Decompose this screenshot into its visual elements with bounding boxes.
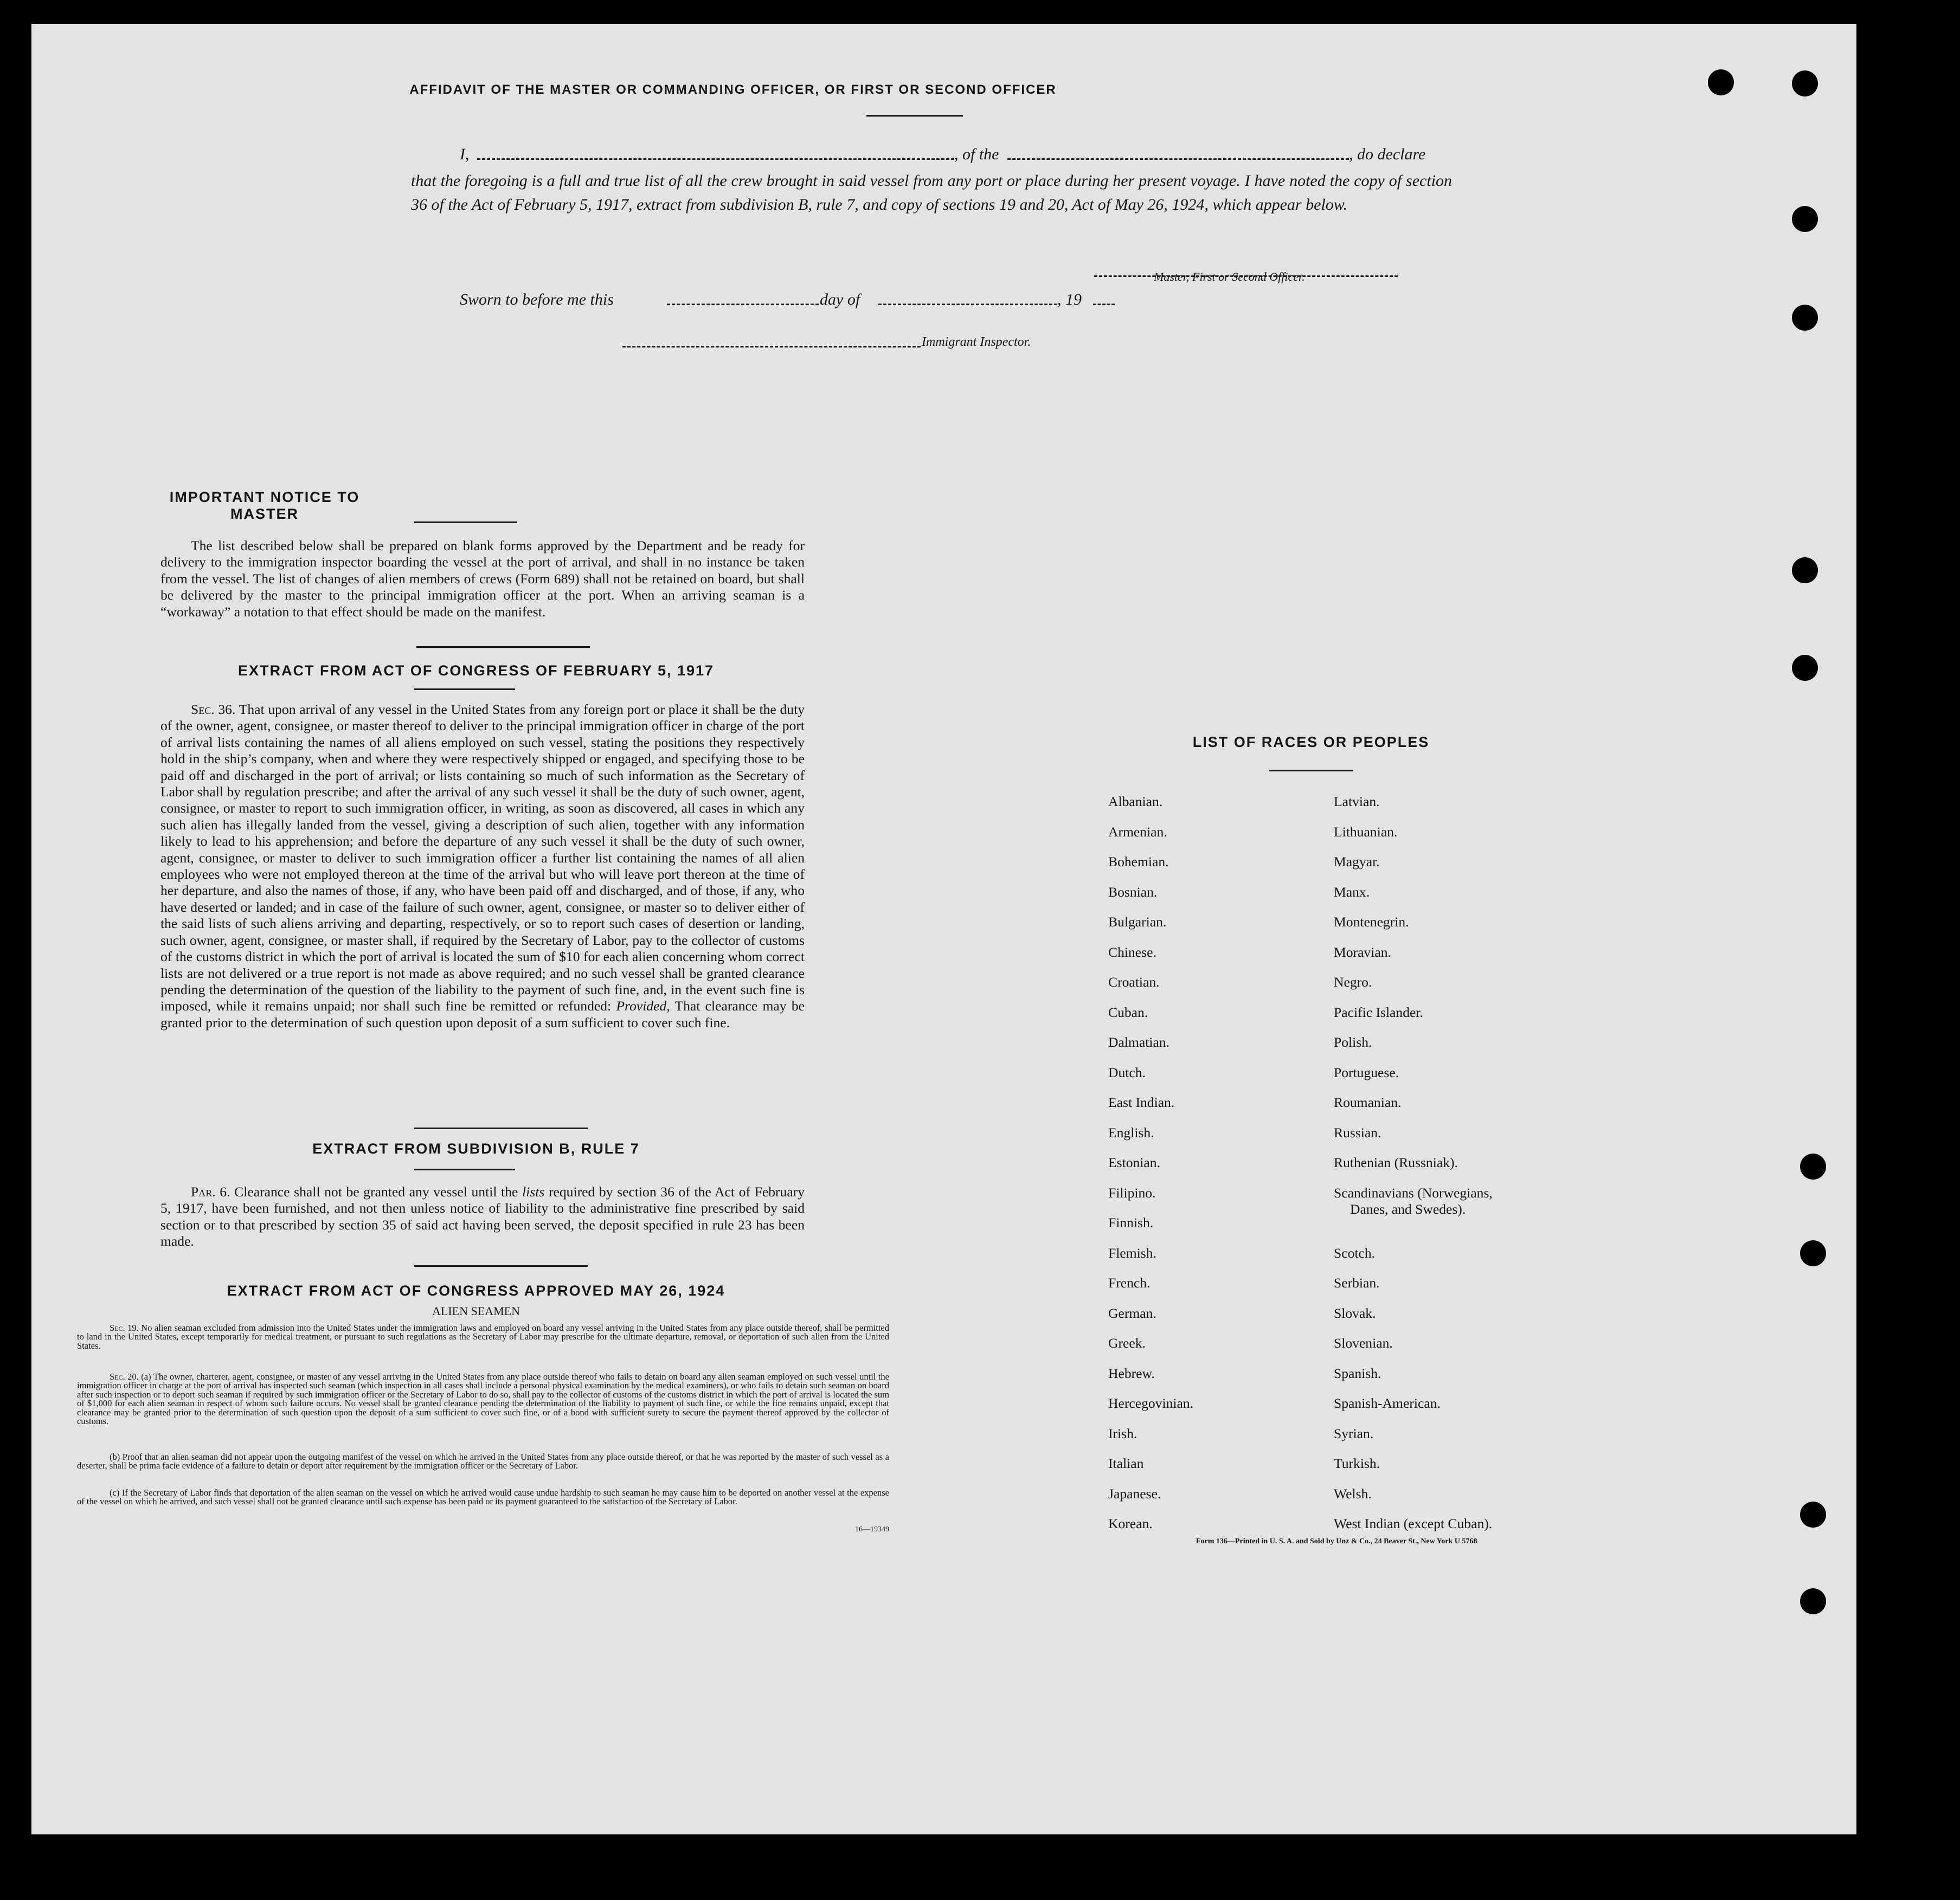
race-item: Danes, and Swedes). [1350,1201,1466,1217]
race-item: Estonian. [1108,1155,1160,1170]
race-item: West Indian (except Cuban). [1334,1516,1493,1531]
race-item: Syrian. [1334,1425,1374,1441]
extract-1917-end-divider [414,1128,588,1129]
notice-end-divider [416,646,590,648]
race-item: Chinese. [1108,944,1156,960]
par-6-label: Par. 6. [191,1184,230,1200]
race-item: Bohemian. [1108,854,1169,870]
provided-label: Provided, [616,998,670,1014]
punch-hole [1800,1240,1826,1266]
year-label: , 19 [1057,291,1082,308]
name-blank[interactable] [477,146,954,160]
races-divider [1269,770,1353,771]
rule7-text-b: required by section 36 of the Act of February 5, 1917, have been furnished, and not then unless notice of liability to the administrative fine prescribed by said section or to that prescribed by section 35 of said act having been served, the deposit specified in rule 23 has been made. [160,1184,805,1250]
race-item: Italian [1108,1455,1144,1471]
punch-hole [1792,305,1818,331]
race-item: Dutch. [1108,1064,1146,1080]
sec-36-text: That upon arrival of any vessel in the United States from any foreign port or place it shall be the duty of the owner, agent, consignee, or master thereof to deliver to the principal immigration officer in charge of the port of arrival lists containing the names of all aliens employed on such vessel, stating the positions they respectively hold in the ship’s company, when and where they were respectively shipped or engaged, and specifying those to be paid off and discharged in the port of arrival; or lists containing so much of such information as the Secretary of Labor shall by regulation prescribe; and after the arrival of any such vessel it shall be the duty of such owner, agent, consignee, or master to report to such immigration officer, in writing, as soon as discovered, all cases in which any such alien has illegally landed from the vessel, giving a description of such alien, together with any information likely to lead to his apprehension; and before the departure of any such vessel it shall be the duty of such owner, agent, consignee, or master to deliver to such immigration officer a further list containing the names of all alien employees who were not employed thereon at the time of the arrival but who will leave port thereon at the time of her departure, and also the names of those, if any, who have been paid off and discharged, and of those, if any, who have deserted or landed; and in case of the failure of such owner, agent, consignee, or master so to deliver either of the said lists of such aliens arriving and departing, respectively, or so to report such cases of desertion or landing, such owner, agent, consignee, or master shall, if required by the Secretary of Labor, pay to the collector of customs of the customs district in which the port of arrival is located the sum of $10 for each alien concerning whom correct lists are not delivered or a true report is not made as above required; and no such vessel shall be granted clearance pending the determination of the question of the liability to the payment of such fine, and, in the event such fine is imposed, while it remains unpaid; nor shall such fine be remitted or refunded: [160,701,805,1014]
form-page [31,24,1856,1834]
rule7-title: EXTRACT FROM SUBDIVISION B, RULE 7 [312,1141,640,1157]
race-item: Russian. [1334,1124,1381,1141]
race-item: Slovenian. [1334,1335,1393,1351]
race-item: Negro. [1334,974,1372,990]
race-item: Serbian. [1334,1275,1380,1291]
sec-20a-text: (a) The owner, charterer, agent, consignee, or master of any vessel arriving in the United States from any place outside thereof who fails to detain on board any alien seaman employed on such vessel until the immigration officer in charge at the port of arrival has inspected such seaman (which inspection in all cases shall include a personal physical examination by the medical examiners), or who fails to detain such seaman on board after such inspection or to deport such seaman if required by such immigration officer or the Secretary of Labor to do so, shall pay to the collector of customs of the customs district in which the port of arrival is located the sum of $1,000 for each alien seaman in respect of whom such failure occurs. No vessel shall be granted clearance pending the determination of the liability to payment of such fine, or while the fine remains unpaid, except that clearance may be granted prior to the determination of such question upon the deposit of a sum sufficient to cover such fine, or of a bond with sufficient surety to secure the payment thereof approved by the collector of customs. [77,1371,890,1427]
form-code: 16—19349 [855,1525,889,1534]
notice-divider [414,521,517,523]
signature-label: Master, First or Second Officer. [1154,270,1305,284]
sec-20a-body [77,1373,889,1426]
race-item: Irish. [1108,1425,1138,1441]
affidavit-body: that the foregoing is a full and true list of all the crew brought in said vessel from any port or place during her present voyage. I have noted the copy of section 36 of the Act of February 5, 1917, extract from subdivision B, rule 7, and copy of sections 19 and 20, Act of May 26, 1924, which appear below. [411,172,1452,214]
sec-19-body [77,1324,889,1350]
race-item: Latvian. [1334,794,1380,809]
sec-20b-text: (b) Proof that an alien seaman did not appear upon the outgoing manifest of the vessel on which he arrived in the United States from any place outside thereof, or that he was reported by the master of such vessel as a deserter, shall be prima facie evidence of a failure to detain or deport after requirement by the immigration officer or the Secretary of Labor. [77,1452,889,1471]
affidavit-i-label: I, [460,145,470,163]
race-item: Hercegovinian. [1108,1395,1194,1411]
race-item: Scandinavians (Norwegians, [1334,1184,1493,1201]
punch-hole [1792,206,1818,232]
month-blank[interactable] [878,292,1057,305]
affidavit-of-the-label: , of the [954,145,999,163]
affidavit-title: AFFIDAVIT OF THE MASTER OR COMMANDING OFFICER, OR FIRST OR SECOND OFFICER [409,82,1057,97]
race-item: English. [1108,1124,1154,1141]
race-item: Montenegrin. [1334,914,1409,930]
day-blank[interactable] [667,292,819,305]
race-item: Hebrew. [1108,1365,1155,1381]
punch-hole [1792,557,1818,583]
extract-1917-divider [414,688,515,690]
race-item: Croatian. [1108,974,1160,990]
notice-title: IMPORTANT NOTICE TO MASTER [169,489,360,522]
race-item: Turkish. [1334,1455,1380,1471]
race-item: Roumanian. [1334,1094,1402,1110]
race-item: German. [1108,1305,1156,1321]
race-item: Lithuanian. [1334,823,1398,840]
race-item: Ruthenian (Russniak). [1334,1155,1458,1170]
race-item: Bosnian. [1108,884,1158,900]
punch-hole [1792,70,1818,96]
race-item: Pacific Islander. [1334,1004,1423,1020]
punch-hole [1800,1502,1826,1528]
sec-19-text: No alien seaman excluded from admission into the United States under the immigration laws and employed on board any vessel arriving in the United States from any place outside thereof, shall be permitted to land in the United States, except temporarily for medical treatment, or pursuant to such regulations as the Secretary of Labor may prescribe for the ultimate departure, removal, or deportation of such alien from the United States. [77,1323,889,1351]
form-footer: Form 136—Printed in U. S. A. and Sold by Unz & Co., 24 Beaver St., New York U 5768 [1196,1537,1477,1545]
race-item: Greek. [1108,1335,1146,1351]
rule7-divider [414,1169,515,1170]
sworn-label: Sworn to before me this [460,291,614,308]
lists-word: lists [522,1184,545,1200]
race-item: Welsh. [1334,1485,1372,1502]
extract-1917-body [160,701,805,1031]
sec-20-label: Sec. 20. [110,1371,139,1382]
race-item: Spanish-American. [1334,1395,1441,1411]
race-item: Slovak. [1334,1305,1376,1321]
extract-1917-title: EXTRACT FROM ACT OF CONGRESS OF FEBRUARY 5, 1917 [237,662,715,679]
race-item: Bulgarian. [1108,914,1167,930]
race-item: Korean. [1108,1516,1153,1531]
extract-1924-title: EXTRACT FROM ACT OF CONGRESS APPROVED MAY 26, 1924 [227,1283,725,1299]
inspector-blank[interactable] [622,334,921,347]
sec-36-label: Sec. 36. [191,701,236,717]
race-item: Flemish. [1108,1245,1156,1261]
race-item: Filipino. [1108,1184,1156,1201]
punch-hole [1708,69,1734,95]
race-item: Manx. [1334,884,1370,900]
sec-36-text-end: That clearance may be granted prior to the determination of such question upon deposit of a sum sufficient to cover such fine. [160,998,805,1030]
punch-hole [1800,1588,1826,1614]
race-item: Polish. [1334,1034,1372,1050]
races-title: LIST OF RACES OR PEOPLES [1192,734,1430,750]
year-blank[interactable] [1093,292,1115,305]
race-item: Scotch. [1334,1245,1376,1261]
race-item: Dalmatian. [1108,1034,1169,1050]
race-item: Japanese. [1108,1485,1161,1502]
punch-hole [1792,655,1818,681]
day-of-label: day of [820,291,860,308]
race-item: Cuban. [1108,1004,1148,1020]
race-item: Armenian. [1108,823,1167,840]
rule7-text-a: Clearance shall not be granted any vessel until the [234,1184,518,1200]
rule7-end-divider [414,1265,588,1267]
rule7-body [160,1184,805,1250]
vessel-blank[interactable] [1007,146,1349,160]
race-item: Magyar. [1334,854,1380,870]
title-divider [866,115,963,117]
affidavit-declare-label: , do declare [1349,145,1426,163]
race-item: Moravian. [1334,944,1391,960]
race-item: East Indian. [1108,1094,1175,1110]
race-item: French. [1108,1275,1151,1291]
race-item: Albanian. [1108,794,1163,809]
race-item: Spanish. [1334,1365,1381,1381]
race-item: Finnish. [1108,1215,1154,1231]
alien-seamen-subtitle: ALIEN SEAMEN [432,1304,520,1318]
inspector-label: Immigrant Inspector. [922,335,1031,349]
sec-19-label: Sec. 19. [110,1323,139,1333]
notice-text: The list described below shall be prepared on blank forms approved by the Department and be ready for delivery to the immigration inspector boarding the vessel at the port of arrival, and shall in no instance be taken from the vessel. The list of changes of alien members of crews (Form 689) shall not be retained on board, but shall be delivered by the master to the principal immigration officer at the port. When an arriving seaman is a “workaway” a notation to that effect should be made on the manifest. [160,538,805,620]
punch-hole [1800,1154,1826,1180]
race-item: Portuguese. [1334,1064,1399,1080]
sec-20c-text: (c) If the Secretary of Labor finds that deportation of the alien seaman on the vessel on which he arrived would cause undue hardship to such seaman he may cause him to be deported on another vessel at the expense of the vessel on which he arrived, and such vessel shall not be granted clearance until such expense has been paid or its payment guaranteed to the satisfaction of the Secretary of Labor. [77,1487,889,1507]
